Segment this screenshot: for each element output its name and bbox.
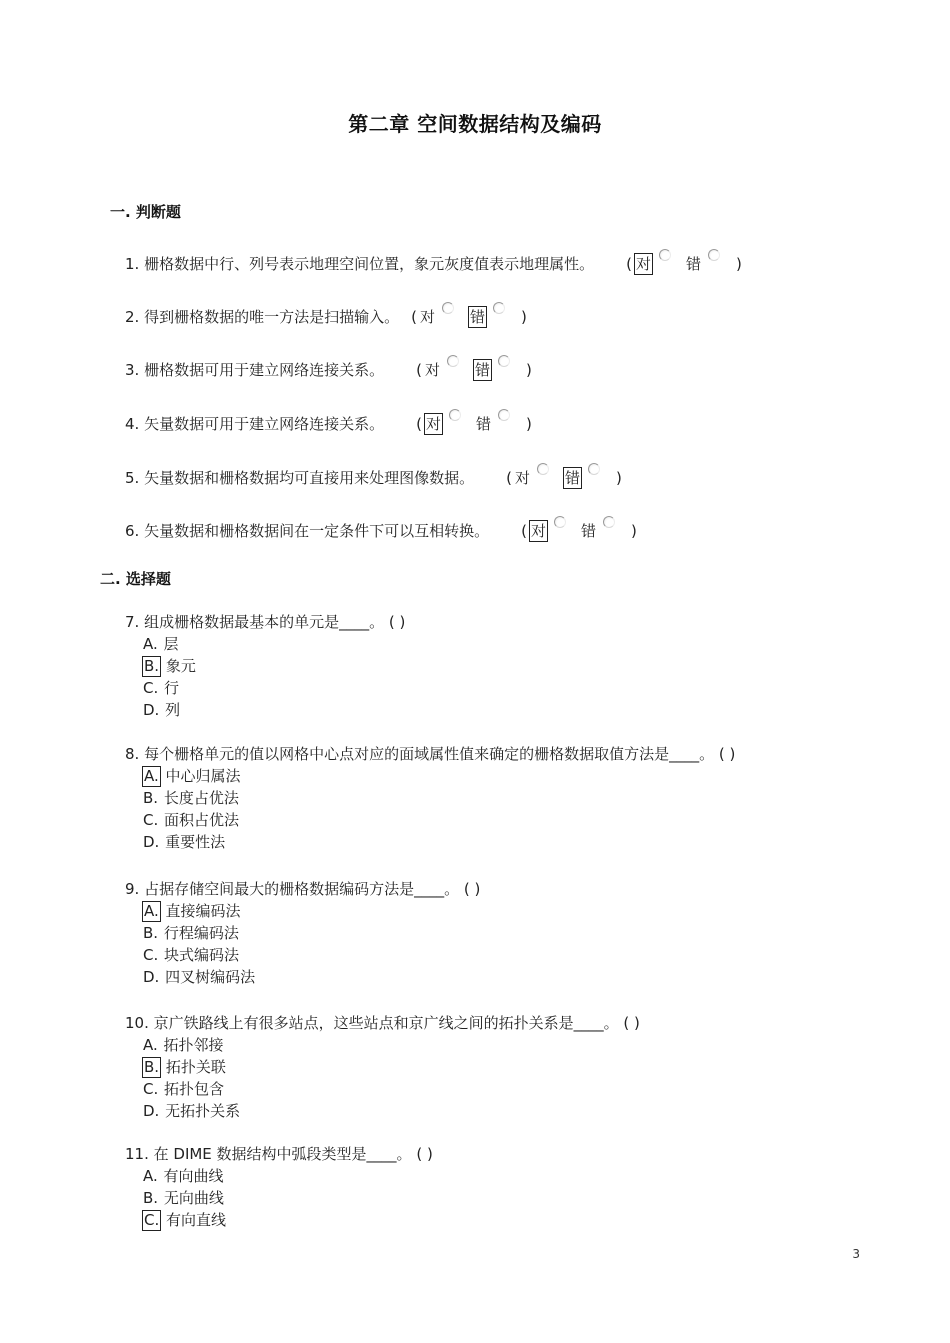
option-text: 列 bbox=[160, 701, 181, 719]
option-text: 象元 bbox=[161, 657, 196, 675]
option-text: 直接编码法 bbox=[160, 902, 241, 920]
tf-question-text: 6. 矢量数据和栅格数据间在一定条件下可以互相转换。 bbox=[125, 522, 490, 540]
true-radio-icon[interactable] bbox=[449, 409, 461, 421]
false-radio-icon[interactable] bbox=[708, 249, 720, 261]
option-text: 长度占优法 bbox=[159, 789, 239, 807]
true-radio-icon[interactable] bbox=[537, 463, 549, 475]
mc-option[interactable] bbox=[125, 809, 735, 831]
tf-question-text: 1. 栅格数据中行、列号表示地理空间位置，象元灰度值表示地理属性。 bbox=[125, 255, 595, 273]
mc-option[interactable] bbox=[125, 831, 735, 853]
tf-answer-group bbox=[519, 518, 639, 544]
tf-question-text: 3. 栅格数据可用于建立网络连接关系。 bbox=[125, 361, 385, 379]
open-paren: ( bbox=[626, 255, 632, 273]
mc-question-text: 9. 占据存储空间最大的栅格数据编码方法是____。 ( ) bbox=[125, 880, 481, 898]
tf-question-2 bbox=[125, 304, 529, 330]
option-text: 有向直线 bbox=[161, 1211, 227, 1229]
true-radio-icon[interactable] bbox=[447, 355, 459, 367]
option-letter: C. bbox=[143, 811, 159, 829]
mc-option[interactable] bbox=[125, 900, 480, 922]
open-paren: ( bbox=[416, 415, 422, 433]
option-letter: B. bbox=[144, 657, 160, 675]
close-paren: ) bbox=[525, 361, 532, 379]
tf-question-3 bbox=[125, 357, 534, 383]
true-label: 对 bbox=[425, 415, 441, 433]
true-label: 对 bbox=[419, 308, 435, 326]
true-radio-icon[interactable] bbox=[442, 302, 454, 314]
mc-option[interactable] bbox=[125, 1100, 640, 1122]
mc-option[interactable] bbox=[125, 655, 405, 677]
option-text: 层 bbox=[158, 635, 179, 653]
mc-option[interactable] bbox=[125, 633, 405, 655]
false-label: 错 bbox=[475, 415, 491, 433]
option-letter: B. bbox=[143, 789, 159, 807]
tf-answer-group bbox=[504, 465, 624, 491]
close-paren: ) bbox=[735, 255, 742, 273]
option-letter: C. bbox=[143, 679, 159, 697]
option-letter: D. bbox=[143, 701, 160, 719]
option-letter: D. bbox=[143, 968, 160, 986]
option-letter: B. bbox=[143, 924, 159, 942]
false-radio-icon[interactable] bbox=[498, 409, 510, 421]
mc-question-11 bbox=[125, 1143, 433, 1231]
option-text: 无向曲线 bbox=[159, 1189, 224, 1207]
option-letter: D. bbox=[143, 1102, 160, 1120]
section-true-false-heading: 一. 判断题 bbox=[110, 203, 181, 221]
option-letter: C. bbox=[143, 1080, 159, 1098]
open-paren: ( bbox=[506, 469, 512, 487]
mc-option[interactable] bbox=[125, 1056, 640, 1078]
tf-question-1 bbox=[125, 251, 744, 277]
mc-option[interactable] bbox=[125, 699, 405, 721]
open-paren: ( bbox=[521, 522, 527, 540]
mc-option[interactable] bbox=[125, 1034, 640, 1056]
tf-answer-group bbox=[624, 251, 744, 277]
mc-question-text: 10. 京广铁路线上有很多站点，这些站点和京广线之间的拓扑关系是____。 ( ) bbox=[125, 1014, 640, 1032]
mc-option[interactable] bbox=[125, 922, 480, 944]
true-label: 对 bbox=[635, 255, 651, 273]
tf-question-text: 2. 得到栅格数据的唯一方法是扫描输入。 bbox=[125, 308, 400, 326]
open-paren: ( bbox=[416, 361, 422, 379]
mc-option[interactable] bbox=[125, 1078, 640, 1100]
close-paren: ) bbox=[520, 308, 527, 326]
false-label: 错 bbox=[564, 469, 580, 487]
page-number: 3 bbox=[852, 1247, 860, 1261]
tf-question-text: 5. 矢量数据和栅格数据均可直接用来处理图像数据。 bbox=[125, 469, 475, 487]
option-text: 行程编码法 bbox=[159, 924, 239, 942]
open-paren: ( bbox=[411, 308, 417, 326]
mc-question-text: 11. 在 DIME 数据结构中弧段类型是____。 ( ) bbox=[125, 1145, 433, 1163]
option-text: 拓扑邻接 bbox=[158, 1036, 224, 1054]
close-paren: ) bbox=[630, 522, 637, 540]
tf-answer-group bbox=[414, 411, 534, 437]
false-radio-icon[interactable] bbox=[493, 302, 505, 314]
option-text: 重要性法 bbox=[160, 833, 226, 851]
true-label: 对 bbox=[530, 522, 546, 540]
tf-question-text: 4. 矢量数据可用于建立网络连接关系。 bbox=[125, 415, 385, 433]
mc-question-7 bbox=[125, 611, 405, 721]
option-text: 无拓扑关系 bbox=[160, 1102, 241, 1120]
option-letter: A. bbox=[144, 767, 159, 785]
option-text: 块式编码法 bbox=[159, 946, 240, 964]
close-paren: ) bbox=[615, 469, 622, 487]
true-label: 对 bbox=[514, 469, 530, 487]
false-label: 错 bbox=[474, 361, 490, 379]
option-letter: B. bbox=[144, 1058, 160, 1076]
mc-option[interactable] bbox=[125, 944, 480, 966]
false-radio-icon[interactable] bbox=[498, 355, 510, 367]
true-label: 对 bbox=[424, 361, 440, 379]
option-letter: A. bbox=[143, 1167, 158, 1185]
option-text: 中心归属法 bbox=[160, 767, 241, 785]
option-letter: C. bbox=[144, 1211, 160, 1229]
mc-question-text: 7. 组成栅格数据最基本的单元是____。 ( ) bbox=[125, 613, 406, 631]
option-letter: B. bbox=[143, 1189, 159, 1207]
option-letter: C. bbox=[143, 946, 159, 964]
chapter-title: 第二章 空间数据结构及编码 bbox=[348, 112, 602, 136]
false-label: 错 bbox=[580, 522, 596, 540]
tf-question-5 bbox=[125, 465, 624, 491]
section-multiple-choice-heading: 二. 选择题 bbox=[100, 570, 171, 588]
tf-question-4 bbox=[125, 411, 534, 437]
mc-option[interactable] bbox=[125, 787, 735, 809]
option-letter: A. bbox=[143, 635, 158, 653]
option-text: 有向曲线 bbox=[158, 1167, 224, 1185]
false-label: 错 bbox=[685, 255, 701, 273]
mc-option[interactable] bbox=[125, 677, 405, 699]
close-paren: ) bbox=[525, 415, 532, 433]
mc-option[interactable] bbox=[125, 1209, 433, 1231]
mc-option[interactable] bbox=[125, 765, 735, 787]
true-radio-icon[interactable] bbox=[554, 516, 566, 528]
mc-question-8 bbox=[125, 743, 735, 853]
option-text: 行 bbox=[159, 679, 180, 697]
mc-option[interactable] bbox=[125, 1187, 433, 1209]
tf-answer-group bbox=[414, 357, 534, 383]
option-letter: A. bbox=[143, 1036, 158, 1054]
option-text: 拓扑包含 bbox=[159, 1080, 225, 1098]
mc-question-9 bbox=[125, 878, 480, 988]
option-letter: A. bbox=[144, 902, 159, 920]
true-radio-icon[interactable] bbox=[659, 249, 671, 261]
mc-option[interactable] bbox=[125, 1165, 433, 1187]
option-text: 拓扑关联 bbox=[161, 1058, 226, 1076]
tf-question-6 bbox=[125, 518, 639, 544]
mc-option[interactable] bbox=[125, 966, 480, 988]
false-radio-icon[interactable] bbox=[588, 463, 600, 475]
option-letter: D. bbox=[143, 833, 160, 851]
false-label: 错 bbox=[469, 308, 485, 326]
mc-question-text: 8. 每个栅格单元的值以网格中心点对应的面域属性值来确定的栅格数据取值方法是____。 ( ) bbox=[125, 745, 736, 763]
mc-question-10 bbox=[125, 1012, 640, 1122]
option-text: 面积占优法 bbox=[159, 811, 240, 829]
false-radio-icon[interactable] bbox=[603, 516, 615, 528]
tf-answer-group bbox=[409, 304, 529, 330]
option-text: 四叉树编码法 bbox=[160, 968, 256, 986]
